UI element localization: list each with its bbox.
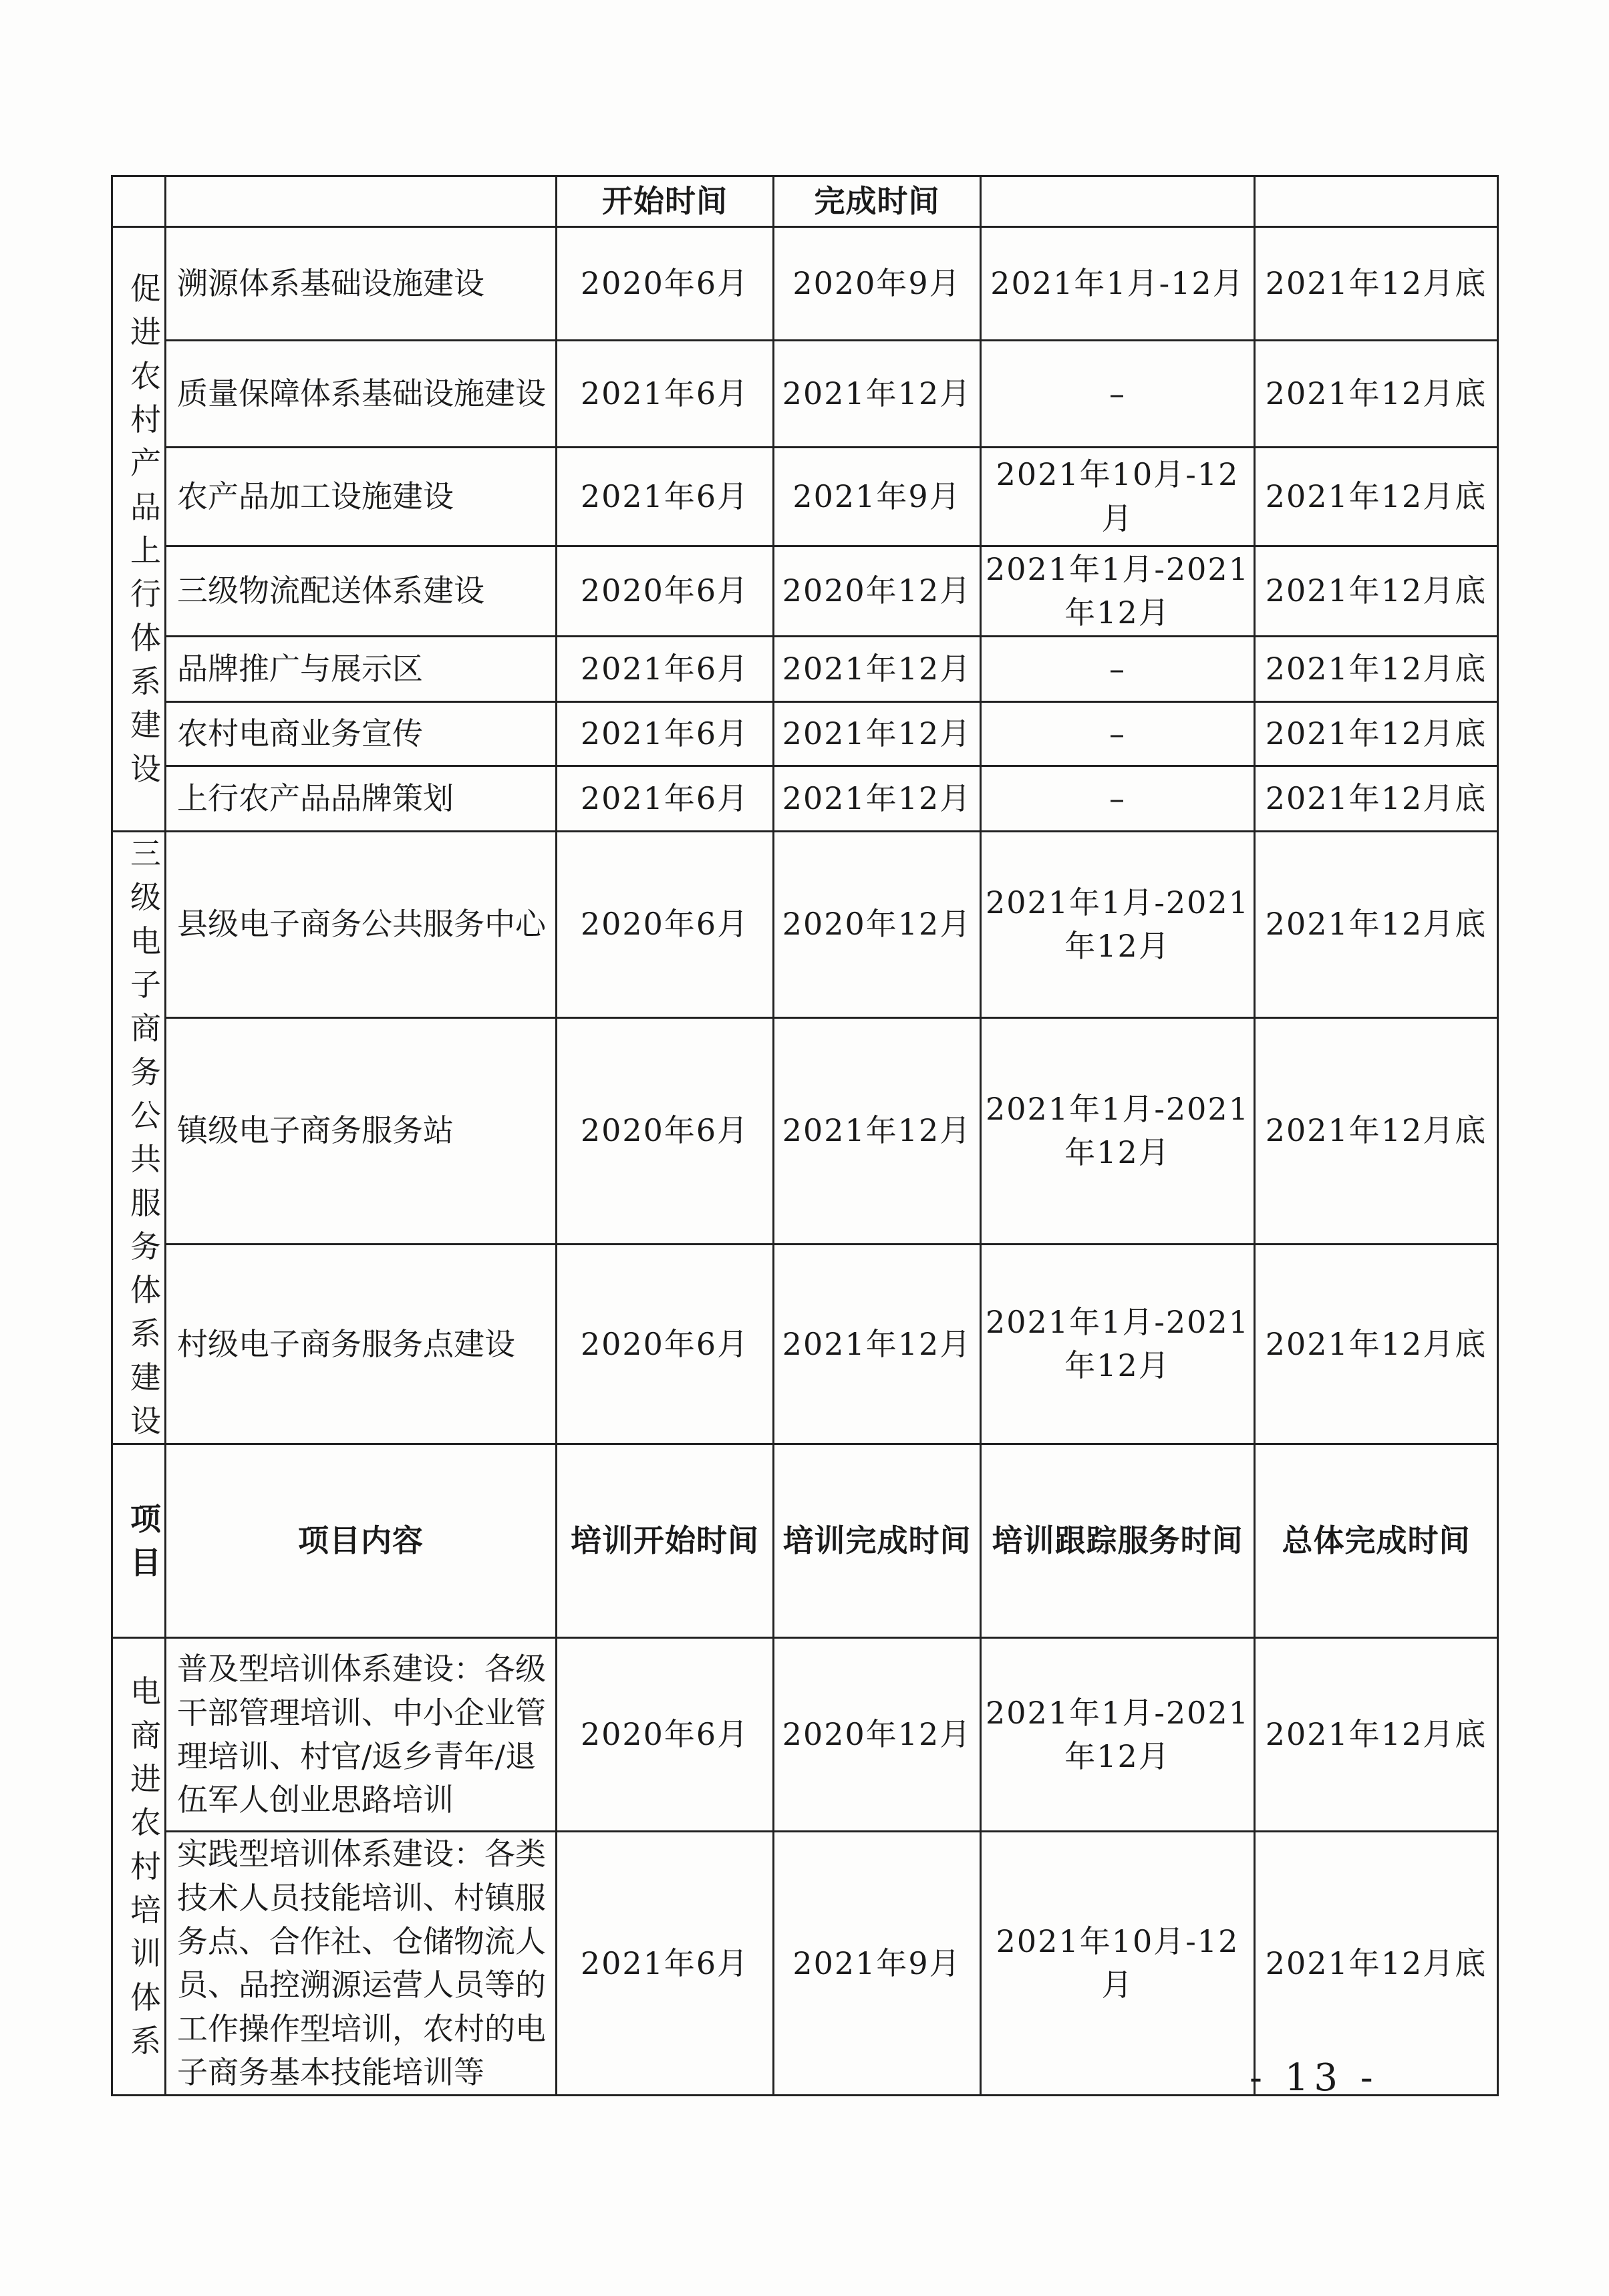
category-cell: 电商进农村培训体系 <box>112 1638 166 2096</box>
content-cell: 品牌推广与展示区 <box>166 637 557 702</box>
end-cell: 2020年9月 <box>774 227 981 341</box>
category-cell: 三级电子商务公共服务体系建设 <box>112 832 166 1444</box>
start-cell: 2020年6月 <box>557 1638 774 1832</box>
content-cell: 农产品加工设施建设 <box>166 448 557 546</box>
project-schedule-table <box>111 175 1499 2096</box>
total-cell: 2021年12月底 <box>1255 546 1498 637</box>
table-row <box>112 546 1498 637</box>
header-total-time: 总体完成时间 <box>1255 1444 1498 1638</box>
table-row <box>112 766 1498 832</box>
total-cell: 2021年12月底 <box>1255 341 1498 448</box>
start-cell: 2021年6月 <box>557 341 774 448</box>
header-cell <box>166 176 557 227</box>
start-cell: 2020年6月 <box>557 546 774 637</box>
total-cell: 2021年12月底 <box>1255 1017 1498 1245</box>
table-row <box>112 1017 1498 1245</box>
end-cell: 2021年12月 <box>774 1245 981 1444</box>
header-training-service: 培训跟踪服务时间 <box>981 1444 1255 1638</box>
service-cell: 2021年1月-12月 <box>981 227 1255 341</box>
total-cell: 2021年12月底 <box>1255 637 1498 702</box>
service-cell: – <box>981 637 1255 702</box>
end-cell: 2021年12月 <box>774 1017 981 1245</box>
content-cell: 镇级电子商务服务站 <box>166 1017 557 1245</box>
header-training-end: 培训完成时间 <box>774 1444 981 1638</box>
table-header-row <box>112 1444 1498 1638</box>
service-cell: – <box>981 702 1255 766</box>
start-cell: 2020年6月 <box>557 1017 774 1245</box>
service-cell: 2021年1月-2021年12月 <box>981 546 1255 637</box>
end-cell: 2020年12月 <box>774 832 981 1018</box>
header-training-start: 培训开始时间 <box>557 1444 774 1638</box>
end-cell: 2021年12月 <box>774 341 981 448</box>
start-cell: 2020年6月 <box>557 1245 774 1444</box>
table-row <box>112 1245 1498 1444</box>
start-cell: 2021年6月 <box>557 637 774 702</box>
header-cell <box>112 176 166 227</box>
content-cell: 村级电子商务服务点建设 <box>166 1245 557 1444</box>
start-cell: 2021年6月 <box>557 1832 774 2096</box>
end-cell: 2021年12月 <box>774 637 981 702</box>
end-cell: 2021年12月 <box>774 702 981 766</box>
end-cell: 2020年12月 <box>774 1638 981 1832</box>
content-cell: 三级物流配送体系建设 <box>166 546 557 637</box>
total-cell: 2021年12月底 <box>1255 1245 1498 1444</box>
service-cell: 2021年1月-2021年12月 <box>981 1245 1255 1444</box>
service-cell: – <box>981 341 1255 448</box>
content-cell: 实践型培训体系建设：各类技术人员技能培训、村镇服务点、合作社、仓储物流人员、品控溯源运营人员等的工作操作型培训，农村的电子商务基本技能培训等 <box>166 1832 557 2096</box>
table-row <box>112 832 1498 1018</box>
service-cell: 2021年10月-12月 <box>981 1832 1255 2096</box>
header-project: 项目 <box>112 1444 166 1638</box>
table-row <box>112 1638 1498 1832</box>
table-row <box>112 448 1498 546</box>
total-cell: 2021年12月底 <box>1255 1832 1498 2096</box>
total-cell: 2021年12月底 <box>1255 832 1498 1018</box>
table-row <box>112 341 1498 448</box>
content-cell: 上行农产品品牌策划 <box>166 766 557 832</box>
service-cell: 2021年1月-2021年12月 <box>981 1017 1255 1245</box>
start-cell: 2020年6月 <box>557 227 774 341</box>
table-row <box>112 702 1498 766</box>
start-cell: 2021年6月 <box>557 766 774 832</box>
total-cell: 2021年12月底 <box>1255 448 1498 546</box>
total-cell: 2021年12月底 <box>1255 227 1498 341</box>
header-cell <box>1255 176 1498 227</box>
start-cell: 2021年6月 <box>557 448 774 546</box>
table-row <box>112 227 1498 341</box>
content-cell: 农村电商业务宣传 <box>166 702 557 766</box>
header-content: 项目内容 <box>166 1444 557 1638</box>
header-cell <box>981 176 1255 227</box>
content-cell: 溯源体系基础设施建设 <box>166 227 557 341</box>
start-cell: 2021年6月 <box>557 702 774 766</box>
service-cell: 2021年1月-2021年12月 <box>981 832 1255 1018</box>
service-cell: 2021年1月-2021年12月 <box>981 1638 1255 1832</box>
content-cell: 县级电子商务公共服务中心 <box>166 832 557 1018</box>
end-cell: 2020年12月 <box>774 546 981 637</box>
total-cell: 2021年12月底 <box>1255 702 1498 766</box>
end-cell: 2021年9月 <box>774 1832 981 2096</box>
service-cell: 2021年10月-12月 <box>981 448 1255 546</box>
header-start-time: 开始时间 <box>557 176 774 227</box>
table-row <box>112 637 1498 702</box>
service-cell: – <box>981 766 1255 832</box>
content-cell: 普及型培训体系建设：各级干部管理培训、中小企业管理培训、村官/返乡青年/退伍军人创业思路培训 <box>166 1638 557 1832</box>
end-cell: 2021年9月 <box>774 448 981 546</box>
table-header-row <box>112 176 1498 227</box>
category-cell: 促进农村产品上行体系建设 <box>112 227 166 832</box>
total-cell: 2021年12月底 <box>1255 1638 1498 1832</box>
page-number: - 13 - <box>1250 2056 1378 2100</box>
content-cell: 质量保障体系基础设施建设 <box>166 341 557 448</box>
end-cell: 2021年12月 <box>774 766 981 832</box>
start-cell: 2020年6月 <box>557 832 774 1018</box>
total-cell: 2021年12月底 <box>1255 766 1498 832</box>
header-end-time: 完成时间 <box>774 176 981 227</box>
